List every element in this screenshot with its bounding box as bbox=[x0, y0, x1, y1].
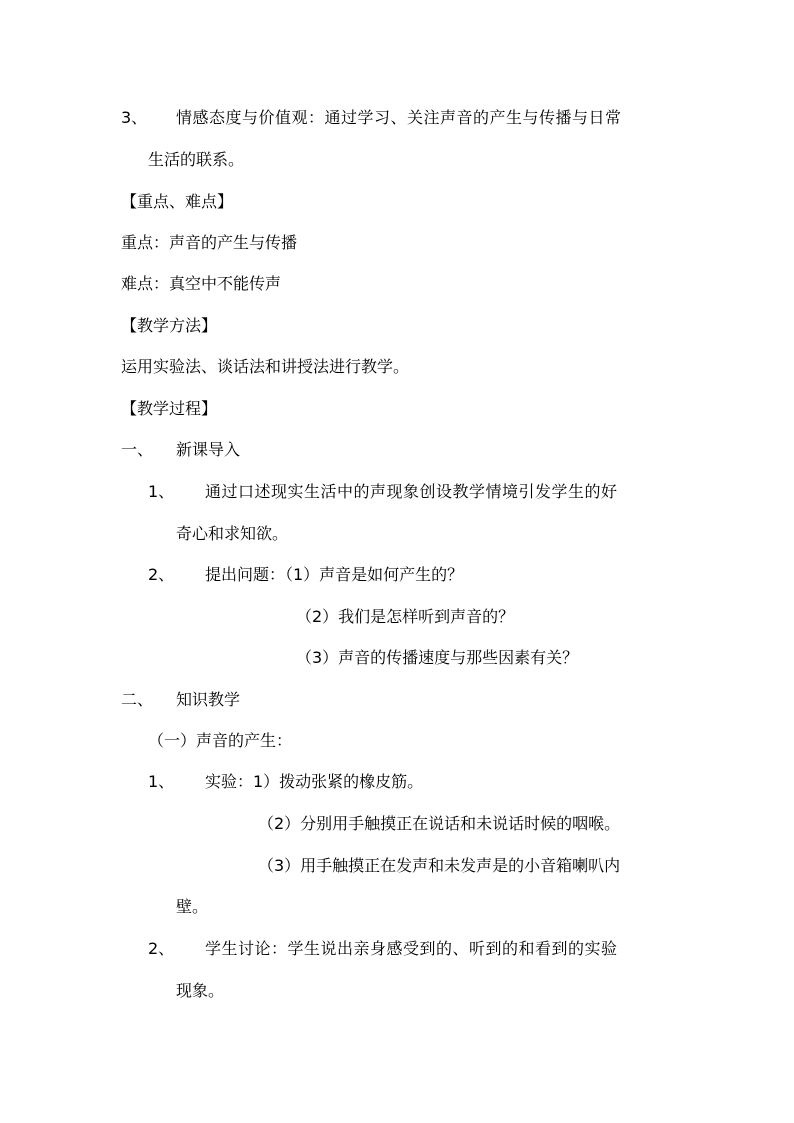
section2-item1-line2: （2）分别用手触摸正在说话和未说话时候的咽喉。 bbox=[258, 814, 621, 833]
section1-item1-number: 1、 bbox=[148, 482, 175, 501]
section1-number: 一、 bbox=[121, 440, 154, 459]
section1-item1-line2: 奇心和求知欲。 bbox=[176, 524, 289, 543]
section2-item1-line4: 壁。 bbox=[176, 897, 209, 916]
key-point: 重点：声音的产生与传播 bbox=[121, 233, 298, 252]
section2-item2-number: 2、 bbox=[148, 939, 175, 958]
section2-item1-number: 1、 bbox=[148, 772, 175, 791]
section2-title: 知识教学 bbox=[176, 690, 241, 709]
section2-item1-line1: 实验：1）拨动张紧的橡皮筋。 bbox=[205, 772, 424, 791]
section1-item1-line1: 通过口述现实生活中的声现象创设教学情境引发学生的好 bbox=[205, 482, 618, 501]
goal3-number: 3、 bbox=[121, 108, 148, 127]
section2-subheading: （一）声音的产生： bbox=[148, 731, 293, 750]
section1-item2-question3: （3）声音的传播速度与那些因素有关？ bbox=[296, 648, 579, 667]
section1-title: 新课导入 bbox=[176, 440, 241, 459]
method-text: 运用实验法、谈话法和讲授法进行教学。 bbox=[121, 357, 410, 376]
process-heading: 【教学过程】 bbox=[121, 399, 218, 418]
section1-item2-question2: （2）我们是怎样听到声音的？ bbox=[296, 607, 515, 626]
section2-number: 二、 bbox=[121, 690, 154, 709]
section2-item1-line3: （3）用手触摸正在发声和未发声是的小音箱喇叭内 bbox=[258, 856, 621, 875]
difficult-point: 难点：真空中不能传声 bbox=[121, 274, 282, 293]
section1-item2-line1: 提出问题：（1）声音是如何产生的？ bbox=[205, 565, 464, 584]
section2-item2-line1: 学生讨论：学生说出亲身感受到的、听到的和看到的实验 bbox=[205, 939, 618, 958]
method-heading: 【教学方法】 bbox=[121, 316, 218, 335]
goal3-line2: 生活的联系。 bbox=[148, 150, 245, 169]
key-difficulty-heading: 【重点、难点】 bbox=[121, 192, 234, 211]
goal3-line1: 情感态度与价值观：通过学习、关注声音的产生与传播与日常 bbox=[176, 108, 622, 127]
section2-item2-line2: 现象。 bbox=[176, 981, 225, 1000]
section1-item2-number: 2、 bbox=[148, 565, 175, 584]
